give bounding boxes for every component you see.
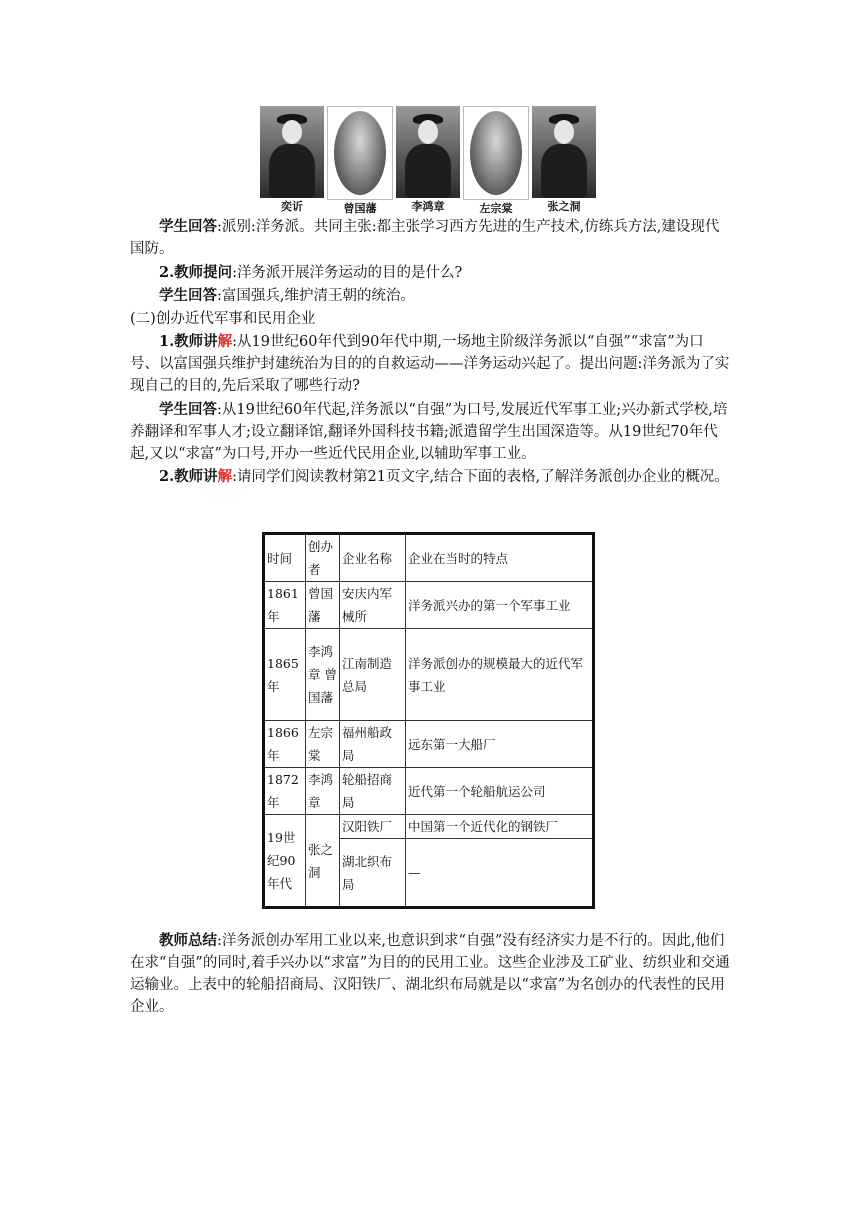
section-heading: (二)创办近代军事和民用企业 bbox=[130, 311, 316, 327]
table-row bbox=[264, 582, 594, 629]
portrait-photo bbox=[327, 106, 393, 200]
table-row bbox=[264, 815, 594, 839]
item-number: 2 bbox=[159, 468, 170, 485]
cell-enterprise-name: 轮船招商局 bbox=[340, 768, 406, 815]
summary-text: :洋务派创办军用工业以来,也意识到求“自强”没有经济实力是不行的。因此,他们在求“自强”的同时,着手兴办以“求富”为目的的民用工业。这些企业涉及工矿业、纺织业和交通运输业。上表中的轮船招商局、汉阳铁厂、湖北织布局就是以“求富”为名创办的代表性的民用企业。 bbox=[130, 933, 730, 1015]
teacher-summary bbox=[130, 930, 730, 1018]
cell-founder: 李鸿章 曾国藩 bbox=[306, 629, 340, 721]
portrait-caption: 张之洞 bbox=[547, 200, 581, 213]
answer-text: :派别:洋务派。共同主张:都主张学习西方先进的生产技术,仿练兵方法,建设现代国防。 bbox=[130, 219, 720, 257]
item-number: 1 bbox=[159, 333, 170, 350]
teacher-question-2 bbox=[130, 262, 730, 284]
table-header-row bbox=[264, 534, 594, 582]
portrait-photo bbox=[396, 106, 460, 198]
header-founder: 创办者 bbox=[306, 534, 340, 582]
portrait-caption: 李鸿章 bbox=[411, 200, 445, 213]
teacher-explain-2 bbox=[130, 466, 730, 488]
header-enterprise-name: 企业名称 bbox=[340, 534, 406, 582]
table-row bbox=[264, 629, 594, 721]
portrait-zuo-zongtang bbox=[463, 106, 529, 216]
portrait-photo bbox=[463, 106, 529, 200]
portrait-caption: 奕䜣 bbox=[281, 200, 303, 213]
cell-founder: 左宗棠 bbox=[306, 721, 340, 768]
portrait-zhang-zhidong bbox=[532, 106, 596, 216]
teacher-explain-1 bbox=[130, 331, 730, 397]
portrait-strip bbox=[260, 106, 596, 216]
cell-enterprise-name: 安庆内军械所 bbox=[340, 582, 406, 629]
answer-text: :富国强兵,维护清王朝的统治。 bbox=[217, 288, 415, 304]
speaker-label-red: 解 bbox=[217, 468, 233, 485]
explain-text: :请同学们阅读教材第21页文字,结合下面的表格,了解洋务派创办企业的概况。 bbox=[232, 469, 729, 485]
cell-time: 19世纪90年代 bbox=[264, 815, 306, 908]
question-text: :洋务派开展洋务运动的目的是什么? bbox=[232, 265, 463, 281]
enterprise-table bbox=[262, 532, 595, 909]
portrait-zeng-guofan bbox=[327, 106, 393, 216]
cell-time: 1866年 bbox=[264, 721, 306, 768]
cell-feature: — bbox=[406, 839, 594, 908]
portrait-photo bbox=[260, 106, 324, 198]
portrait-li-hongzhang bbox=[396, 106, 460, 216]
header-time: 时间 bbox=[264, 534, 306, 582]
cell-enterprise-name: 江南制造总局 bbox=[340, 629, 406, 721]
cell-enterprise-name: 福州船政局 bbox=[340, 721, 406, 768]
speaker-label: 学生回答 bbox=[159, 401, 217, 418]
header-feature: 企业在当时的特点 bbox=[406, 534, 594, 582]
cell-founder: 曾国藩 bbox=[306, 582, 340, 629]
cell-enterprise-name: 湖北织布局 bbox=[340, 839, 406, 908]
explain-text: :从19世纪60年代到90年代中期,一场地主阶级洋务派以“自强”“求富”为口号、以富国强兵维护封建统治为目的的自救运动——洋务运动兴起了。提出问题:洋务派为了实现自己的目的,先后采取了哪些行动? bbox=[130, 334, 730, 394]
cell-time: 1865年 bbox=[264, 629, 306, 721]
portrait-photo bbox=[532, 106, 596, 198]
portrait-yixin bbox=[260, 106, 324, 216]
speaker-label-red: 解 bbox=[217, 333, 233, 350]
speaker-label: 学生回答 bbox=[159, 287, 217, 304]
student-answer-3 bbox=[130, 399, 730, 465]
speaker-label: 学生回答 bbox=[159, 218, 217, 235]
item-number: 2 bbox=[159, 264, 170, 281]
student-answer-1 bbox=[130, 216, 730, 260]
answer-text: :从19世纪60年代起,洋务派以“自强”为口号,发展近代军事工业;兴办新式学校,培养翻译和军事人才;设立翻译馆,翻译外国科技书籍;派遣留学生出国深造等。从19世纪70年代起,又以“求富”为口号,开办一些近代民用企业,以辅助军事工业。 bbox=[130, 402, 728, 462]
table-row bbox=[264, 721, 594, 768]
cell-feature: 洋务派兴办的第一个军事工业 bbox=[406, 582, 594, 629]
cell-feature: 中国第一个近代化的钢铁厂 bbox=[406, 815, 594, 839]
speaker-label: .教师讲 bbox=[169, 468, 218, 485]
cell-founder: 李鸿章 bbox=[306, 768, 340, 815]
cell-enterprise-name: 汉阳铁厂 bbox=[340, 815, 406, 839]
cell-feature: 近代第一个轮船航运公司 bbox=[406, 768, 594, 815]
speaker-label: 教师总结 bbox=[159, 932, 217, 949]
cell-feature: 远东第一大船厂 bbox=[406, 721, 594, 768]
cell-time: 1872年 bbox=[264, 768, 306, 815]
cell-time: 1861年 bbox=[264, 582, 306, 629]
portrait-caption: 曾国藩 bbox=[343, 202, 377, 215]
table-row bbox=[264, 768, 594, 815]
portrait-caption: 左宗棠 bbox=[479, 202, 513, 215]
student-answer-2 bbox=[130, 285, 730, 307]
cell-founder: 张之洞 bbox=[306, 815, 340, 908]
cell-feature: 洋务派创办的规模最大的近代军事工业 bbox=[406, 629, 594, 721]
speaker-label: .教师提问 bbox=[169, 264, 233, 281]
speaker-label: .教师讲 bbox=[169, 333, 218, 350]
